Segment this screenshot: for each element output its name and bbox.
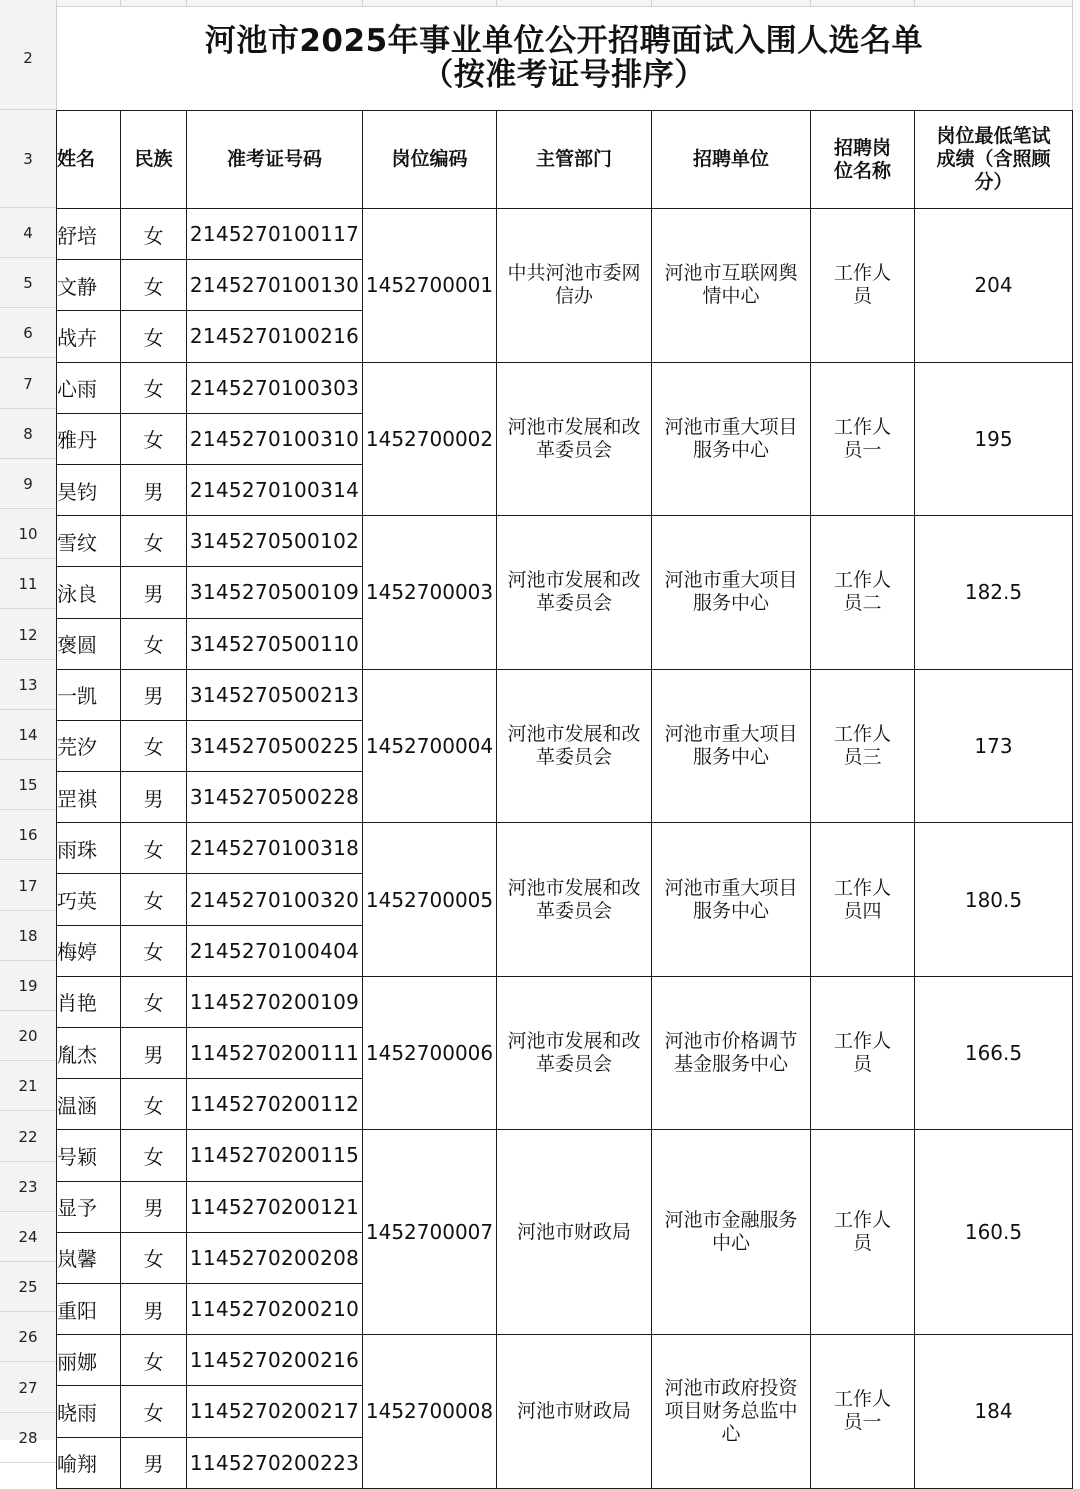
- row-number[interactable]: 23: [0, 1162, 56, 1212]
- row-number[interactable]: 24: [0, 1212, 56, 1262]
- candidate-table: [56, 110, 1073, 1489]
- cell-exam-no[interactable]: 3145270500109: [187, 567, 363, 618]
- cell-post-code[interactable]: 1452700007: [363, 1130, 497, 1335]
- cell-ethnicity[interactable]: 女: [121, 720, 187, 771]
- cell-post-code[interactable]: 1452700006: [363, 976, 497, 1130]
- cell-department[interactable]: 河池市发展和改革委员会: [497, 362, 652, 516]
- table-row: [57, 516, 1073, 567]
- cell-exam-no[interactable]: 1145270200208: [187, 1232, 363, 1283]
- header-department[interactable]: 主管部门: [497, 111, 652, 209]
- cell-ethnicity[interactable]: 男: [121, 1437, 187, 1488]
- row-number[interactable]: 8: [0, 409, 56, 459]
- cell-min-score[interactable]: 166.5: [915, 976, 1073, 1130]
- cell-post-name[interactable]: 工作人员: [811, 1130, 915, 1335]
- row-number[interactable]: 27: [0, 1363, 56, 1413]
- cell-exam-no[interactable]: 1145270200216: [187, 1335, 363, 1386]
- row-number[interactable]: 19: [0, 961, 56, 1011]
- title-line-1: 河池市2025年事业单位公开招聘面试入围人选名单: [204, 23, 924, 59]
- header-name[interactable]: 姓名: [57, 111, 121, 209]
- cell-name[interactable]: 罡祺: [57, 772, 121, 823]
- cell-name[interactable]: 丽娜: [57, 1335, 121, 1386]
- cell-exam-no[interactable]: 2145270100320: [187, 874, 363, 925]
- row-number[interactable]: 18: [0, 911, 56, 961]
- cell-employer[interactable]: 河池市重大项目服务中心: [652, 823, 811, 977]
- cell-min-score[interactable]: 173: [915, 669, 1073, 823]
- cell-post-name[interactable]: 工作人员: [811, 976, 915, 1130]
- cell-exam-no[interactable]: 1145270200115: [187, 1130, 363, 1181]
- table-row: [57, 669, 1073, 720]
- cell-min-score[interactable]: 160.5: [915, 1130, 1073, 1335]
- title-line-2: （按准考证号排序）: [422, 57, 706, 93]
- cell-department[interactable]: 河池市发展和改革委员会: [497, 516, 652, 670]
- row-number[interactable]: 15: [0, 760, 56, 810]
- sheet-title: [56, 6, 1072, 111]
- cell-ethnicity[interactable]: 男: [121, 1181, 187, 1232]
- row-number[interactable]: 26: [0, 1312, 56, 1362]
- cell-name[interactable]: 泳良: [57, 567, 121, 618]
- cell-name[interactable]: 一凯: [57, 669, 121, 720]
- cell-name[interactable]: 晓雨: [57, 1386, 121, 1437]
- cell-department[interactable]: 河池市财政局: [497, 1335, 652, 1489]
- row-number[interactable]: 20: [0, 1011, 56, 1061]
- header-exam-no[interactable]: 准考证号码: [187, 111, 363, 209]
- cell-exam-no[interactable]: 2145270100303: [187, 362, 363, 413]
- row-number[interactable]: 25: [0, 1262, 56, 1312]
- cell-employer[interactable]: 河池市重大项目服务中心: [652, 362, 811, 516]
- cell-name[interactable]: 舒培: [57, 209, 121, 260]
- cell-post-code[interactable]: 1452700008: [363, 1335, 497, 1489]
- row-number[interactable]: 11: [0, 559, 56, 609]
- cell-exam-no[interactable]: 1145270200217: [187, 1386, 363, 1437]
- cell-min-score[interactable]: 182.5: [915, 516, 1073, 670]
- cell-department[interactable]: 河池市财政局: [497, 1130, 652, 1335]
- cell-name[interactable]: 巧英: [57, 874, 121, 925]
- cell-name[interactable]: 温涵: [57, 1079, 121, 1130]
- row-number[interactable]: 7: [0, 359, 56, 409]
- cell-exam-no[interactable]: 3145270500228: [187, 772, 363, 823]
- cell-post-name[interactable]: 工作人员二: [811, 516, 915, 670]
- cell-post-name[interactable]: 工作人员一: [811, 1335, 915, 1489]
- row-number[interactable]: 3: [0, 110, 56, 208]
- cell-exam-no[interactable]: 1145270200112: [187, 1079, 363, 1130]
- row-number[interactable]: 22: [0, 1112, 56, 1162]
- cell-ethnicity[interactable]: 女: [121, 209, 187, 260]
- table-row: [57, 1130, 1073, 1181]
- row-number[interactable]: 4: [0, 208, 56, 258]
- cell-name[interactable]: 心雨: [57, 362, 121, 413]
- cell-name[interactable]: 梅婷: [57, 925, 121, 976]
- cell-exam-no[interactable]: 2145270100117: [187, 209, 363, 260]
- cell-ethnicity[interactable]: 女: [121, 362, 187, 413]
- cell-ethnicity[interactable]: 女: [121, 516, 187, 567]
- header-min-score[interactable]: 岗位最低笔试成绩（含照顾分）: [915, 111, 1073, 209]
- cell-exam-no[interactable]: 3145270500225: [187, 720, 363, 771]
- table-row: [57, 209, 1073, 260]
- cell-department[interactable]: 河池市发展和改革委员会: [497, 823, 652, 977]
- cell-exam-no[interactable]: 2145270100318: [187, 823, 363, 874]
- cell-exam-no[interactable]: 2145270100216: [187, 311, 363, 362]
- table-row: [57, 362, 1073, 413]
- cell-name[interactable]: 胤杰: [57, 1028, 121, 1079]
- cell-ethnicity[interactable]: 女: [121, 618, 187, 669]
- cell-exam-no[interactable]: 2145270100404: [187, 925, 363, 976]
- row-number[interactable]: 13: [0, 660, 56, 710]
- cell-post-name[interactable]: 工作人员三: [811, 669, 915, 823]
- header-employer[interactable]: 招聘单位: [652, 111, 811, 209]
- cell-ethnicity[interactable]: 女: [121, 1386, 187, 1437]
- cell-min-score[interactable]: 184: [915, 1335, 1073, 1489]
- cell-ethnicity[interactable]: 男: [121, 772, 187, 823]
- cell-exam-no[interactable]: 3145270500110: [187, 618, 363, 669]
- cell-exam-no[interactable]: 3145270500102: [187, 516, 363, 567]
- cell-name[interactable]: 战卉: [57, 311, 121, 362]
- row-number[interactable]: 2: [0, 6, 56, 110]
- header-post-name[interactable]: 招聘岗位名称: [811, 111, 915, 209]
- row-number[interactable]: 12: [0, 610, 56, 660]
- row-number[interactable]: 16: [0, 810, 56, 860]
- row-number[interactable]: 17: [0, 861, 56, 911]
- cell-ethnicity[interactable]: 男: [121, 1283, 187, 1334]
- header-ethnicity[interactable]: 民族: [121, 111, 187, 209]
- cell-name[interactable]: 号颖: [57, 1130, 121, 1181]
- cell-post-name[interactable]: 工作人员一: [811, 362, 915, 516]
- cell-ethnicity[interactable]: 女: [121, 1335, 187, 1386]
- cell-ethnicity[interactable]: 女: [121, 1232, 187, 1283]
- cell-department[interactable]: 中共河池市委网信办: [497, 209, 652, 363]
- cell-min-score[interactable]: 195: [915, 362, 1073, 516]
- cell-post-code[interactable]: 1452700005: [363, 823, 497, 977]
- cell-exam-no[interactable]: 1145270200109: [187, 976, 363, 1027]
- cell-name[interactable]: 岚馨: [57, 1232, 121, 1283]
- cell-name[interactable]: 芫汐: [57, 720, 121, 771]
- next-column-edge: [1072, 0, 1080, 1440]
- cell-ethnicity[interactable]: 女: [121, 874, 187, 925]
- header-post-code[interactable]: 岗位编码: [363, 111, 497, 209]
- cell-department[interactable]: 河池市发展和改革委员会: [497, 669, 652, 823]
- cell-exam-no[interactable]: 1145270200223: [187, 1437, 363, 1488]
- cell-employer[interactable]: 河池市价格调节基金服务中心: [652, 976, 811, 1130]
- cell-ethnicity[interactable]: 女: [121, 823, 187, 874]
- cell-post-code[interactable]: 1452700004: [363, 669, 497, 823]
- cell-post-code[interactable]: 1452700003: [363, 516, 497, 670]
- cell-exam-no[interactable]: 1145270200210: [187, 1283, 363, 1334]
- cell-min-score[interactable]: 180.5: [915, 823, 1073, 977]
- cell-name[interactable]: 雨珠: [57, 823, 121, 874]
- cell-name[interactable]: 肖艳: [57, 976, 121, 1027]
- cell-ethnicity[interactable]: 女: [121, 260, 187, 311]
- cell-exam-no[interactable]: 1145270200111: [187, 1028, 363, 1079]
- table-row: [57, 823, 1073, 874]
- row-number[interactable]: 10: [0, 509, 56, 559]
- cell-post-code[interactable]: 1452700001: [363, 209, 497, 363]
- cell-ethnicity[interactable]: 女: [121, 925, 187, 976]
- row-number[interactable]: 6: [0, 308, 56, 358]
- row-number[interactable]: 21: [0, 1061, 56, 1111]
- cell-ethnicity[interactable]: 女: [121, 311, 187, 362]
- cell-ethnicity[interactable]: 女: [121, 976, 187, 1027]
- cell-ethnicity[interactable]: 男: [121, 567, 187, 618]
- cell-employer[interactable]: 河池市政府投资项目财务总监中心: [652, 1335, 811, 1489]
- cell-name[interactable]: 喻翔: [57, 1437, 121, 1488]
- cell-exam-no[interactable]: 2145270100130: [187, 260, 363, 311]
- cell-name[interactable]: 显予: [57, 1181, 121, 1232]
- row-number[interactable]: 5: [0, 258, 56, 308]
- cell-exam-no[interactable]: 1145270200121: [187, 1181, 363, 1232]
- row-number[interactable]: 14: [0, 710, 56, 760]
- cell-employer[interactable]: 河池市金融服务中心: [652, 1130, 811, 1335]
- cell-exam-no[interactable]: 2145270100314: [187, 464, 363, 515]
- cell-name[interactable]: 雅丹: [57, 413, 121, 464]
- cell-ethnicity[interactable]: 女: [121, 413, 187, 464]
- cell-employer[interactable]: 河池市重大项目服务中心: [652, 516, 811, 670]
- cell-name[interactable]: 雪纹: [57, 516, 121, 567]
- cell-ethnicity[interactable]: 女: [121, 1079, 187, 1130]
- cell-post-name[interactable]: 工作人员: [811, 209, 915, 363]
- cell-department[interactable]: 河池市发展和改革委员会: [497, 976, 652, 1130]
- table-row: [57, 976, 1073, 1027]
- cell-min-score[interactable]: 204: [915, 209, 1073, 363]
- cell-name[interactable]: 昊钧: [57, 464, 121, 515]
- cell-ethnicity[interactable]: 男: [121, 1028, 187, 1079]
- cell-exam-no[interactable]: 2145270100310: [187, 413, 363, 464]
- cell-exam-no[interactable]: 3145270500213: [187, 669, 363, 720]
- table-row: [57, 1335, 1073, 1386]
- cell-ethnicity[interactable]: 男: [121, 669, 187, 720]
- cell-name[interactable]: 褒圆: [57, 618, 121, 669]
- row-number[interactable]: 28: [0, 1413, 56, 1463]
- cell-post-name[interactable]: 工作人员四: [811, 823, 915, 977]
- cell-ethnicity[interactable]: 女: [121, 1130, 187, 1181]
- cell-name[interactable]: 文静: [57, 260, 121, 311]
- cell-post-code[interactable]: 1452700002: [363, 362, 497, 516]
- cell-employer[interactable]: 河池市互联网舆情中心: [652, 209, 811, 363]
- cell-name[interactable]: 重阳: [57, 1283, 121, 1334]
- cell-ethnicity[interactable]: 男: [121, 464, 187, 515]
- row-number[interactable]: 9: [0, 459, 56, 509]
- cell-employer[interactable]: 河池市重大项目服务中心: [652, 669, 811, 823]
- header-row: [57, 111, 1073, 209]
